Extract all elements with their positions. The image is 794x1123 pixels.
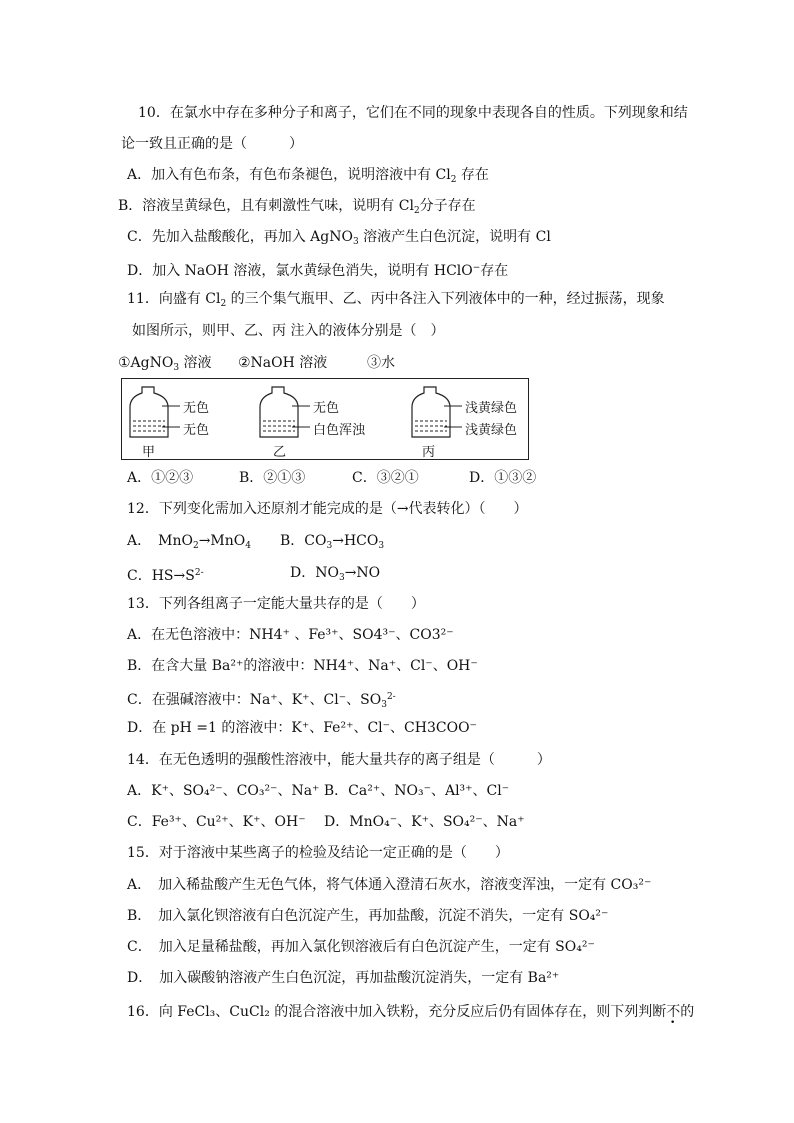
q10-option-d: D．加入 NaOH 溶液，氯水黄绿色消失，说明有 HClO−存在 <box>127 263 509 279</box>
q14-options-cd: C．Fe³⁺、Cu²⁺、K⁺、OH⁻ D．MnO₄⁻、K⁺、SO₄²⁻、Na⁺ <box>127 814 525 830</box>
q11-liquid-3: ③水 <box>367 355 395 371</box>
q10-option-a: A．加入有色布条，有色布条褪色，说明溶液中有 $Cl_2$ 存在 <box>127 167 489 185</box>
q13-option-a: A．在无色溶液中：NH4⁺ 、Fe³⁺、SO4³⁻、CO3²⁻ <box>127 627 454 643</box>
q10-stem-line2: 论一致且正确的是（ ） <box>121 136 303 152</box>
jar-jia-bottom-label: 无色 <box>183 423 210 438</box>
q11-option-a: A．①②③ <box>127 470 194 486</box>
q11-stem-line1: 11．向盛有 $Cl_2$ 的三个集气瓶甲、乙、丙中各注入下列液体中的一种，经过振荡，现象 <box>127 291 665 309</box>
jar-yi-outline <box>260 387 298 437</box>
jar-bing-bottom-label: 浅黄绿色 <box>465 423 518 438</box>
q12-option-c: C．$HS\to S^{2-}$ <box>127 568 204 584</box>
q15-option-a: A． 加入稀盐酸产生无色气体，将气体通入澄清石灰水，溶液变浑浊，一定有 CO₃²⁻ <box>127 877 652 893</box>
q11-option-b: B．②①③ <box>239 470 306 486</box>
q11-liquid-1: ①AgNO$_3$ 溶液 <box>118 355 212 373</box>
q14-options-ab: A．K⁺、SO₄²⁻、CO₃²⁻、Na⁺ B．Ca²⁺、NO₃⁻、Al³⁺、Cl⁻ <box>127 783 510 799</box>
q15-option-b: B． 加入氯化钡溶液有白色沉淀产生，再加盐酸，沉淀不消失，一定有 SO₄²⁻ <box>127 908 609 924</box>
q16-stem: 16．向 FeCl₃、CuCl₂ 的混合溶液中加入铁粉，充分反应后仍有固体存在，则下列判断不的 <box>127 1004 695 1020</box>
q10-option-c: C．先加入盐酸酸化，再加入 AgNO$_3$ 溶液产生白色沉淀，说明有 Cl <box>127 229 551 247</box>
q15-option-d: D． 加入碳酸钠溶液产生白色沉淀，再加盐酸沉淀消失，一定有 Ba²⁺ <box>127 970 560 986</box>
q11-liquid-2: ②NaOH 溶液 <box>238 355 328 371</box>
q11-option-d: D．①③② <box>469 470 537 486</box>
q11-option-c: C．③②① <box>352 470 419 486</box>
q15-option-c: C． 加入足量稀盐酸，再加入氯化钡溶液后有白色沉淀产生，一定有 SO₄²⁻ <box>127 939 595 955</box>
q12-option-b: B．$CO_3\to HCO_3$ <box>280 533 385 551</box>
q16-emphasis: 不 <box>666 1004 681 1020</box>
jar-bing-outline <box>412 387 450 437</box>
q13-stem: 13．下列各组离子一定能大量共存的是（ ） <box>127 596 425 612</box>
q13-option-b: B．在含大量 Ba²⁺的溶液中：NH4⁺、Na⁺、Cl⁻、OH⁻ <box>127 658 478 674</box>
jar-bing-top-label: 浅黄绿色 <box>465 401 518 416</box>
jar-yi-top-label: 无色 <box>313 401 340 416</box>
jar-jia-outline <box>130 387 168 437</box>
q10-stem-line1: 10．在氯水中存在多种分子和离子，它们在不同的现象中表现各自的性质。下列现象和结 <box>138 105 688 121</box>
jar-bing-name: 丙 <box>422 445 436 460</box>
jar-jia-top-label: 无色 <box>183 401 210 416</box>
q11-jars-figure <box>121 378 529 460</box>
q10-option-b: B．溶液呈黄绿色，且有刺激性气味，说明有 $Cl_2$分子存在 <box>118 198 476 216</box>
q13-option-d: D．在 pH =1 的溶液中：K⁺、Fe²⁺、Cl⁻、CH3COO⁻ <box>127 720 477 736</box>
q15-stem: 15．对于溶液中某些离子的检验及结论一定正确的是（ ） <box>127 845 509 861</box>
q11-stem-line2: 如图所示，则甲、乙、丙 注入的液体分别是（ ） <box>132 323 445 339</box>
jar-yi-bottom-label: 白色浑浊 <box>313 423 366 438</box>
jar-jia-name: 甲 <box>142 445 156 460</box>
q14-stem: 14．在无色透明的强酸性溶液中，能大量共存的离子组是（ ） <box>127 752 551 768</box>
q12-option-d: D．$NO_3\to NO$ <box>290 565 381 583</box>
jar-yi-name: 乙 <box>273 445 287 460</box>
q12-option-a: A． MnO$_2$→MnO$_4$ <box>127 533 251 551</box>
q12-stem: 12．下列变化需加入还原剂才能完成的是（→代表转化）（ ） <box>127 501 528 517</box>
q13-option-c: C．在强碱溶液中：Na⁺、K⁺、Cl⁻、$SO_3^{2-}$ <box>127 692 396 710</box>
